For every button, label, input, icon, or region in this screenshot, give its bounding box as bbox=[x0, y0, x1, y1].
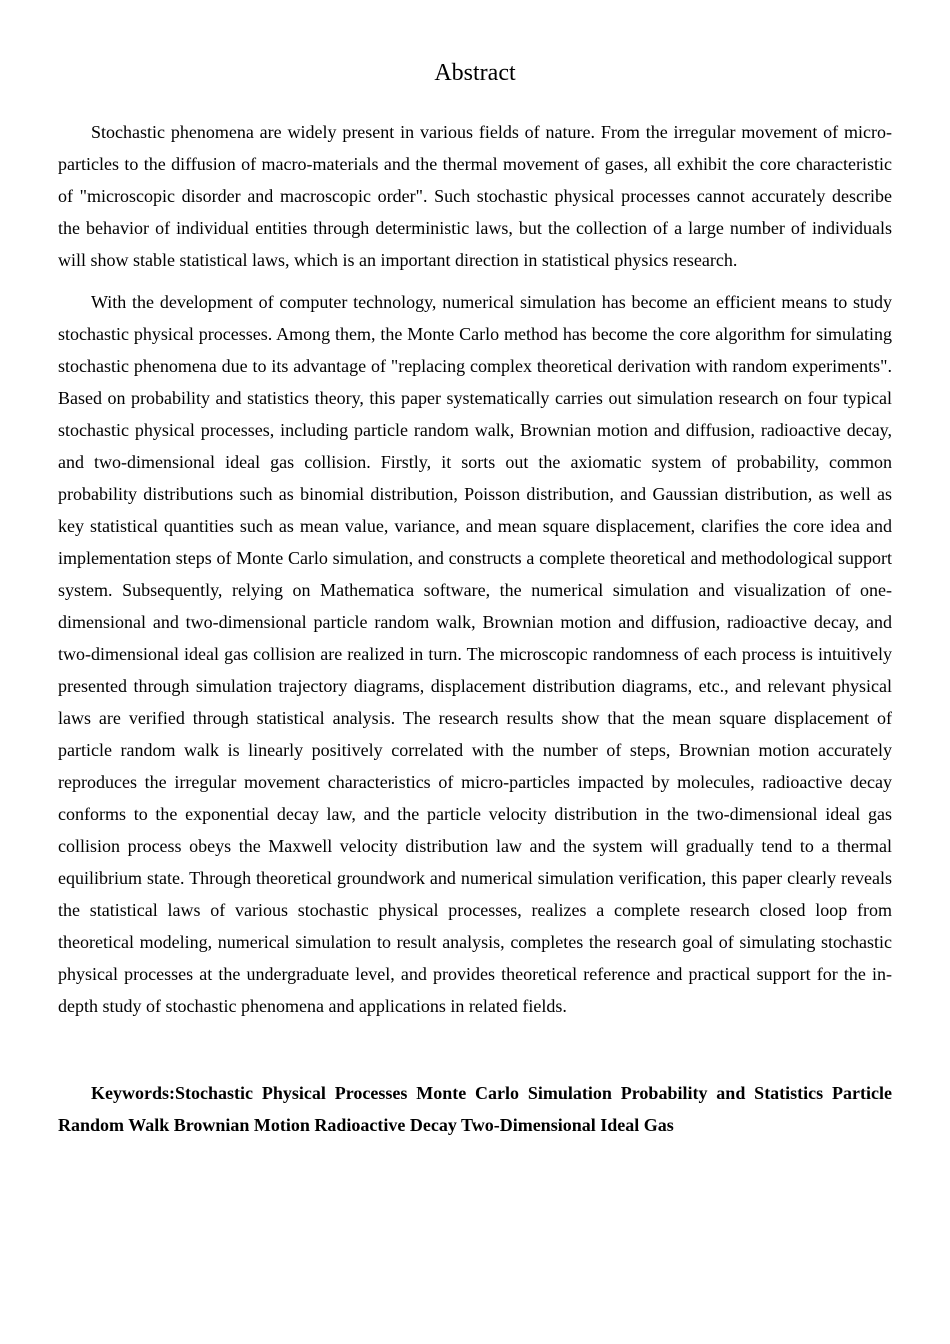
abstract-title: Abstract bbox=[434, 60, 516, 86]
keywords-line: Keywords:Stochastic Physical Processes Monte Carlo Simulation Probability and Statistics Particle Random Walk Brownian Motion Radioactive Decay Two-Dimensional Ideal Gas bbox=[58, 1083, 892, 1135]
abstract-paragraph-2: With the development of computer technology, numerical simulation has become an efficient means to study stochastic physical processes. Among them, the Monte Carlo method has become the core algorithm for simulating stochastic phenomena due to its advantage of "replacing complex theoretical derivation with random experiments". Based on probability and statistics theory, this paper systematically carries out simulation research on four typical stochastic physical processes, including particle random walk, Brownian motion and diffusion, radioactive decay, and two-dimensional ideal gas collision. Firstly, it sorts out the axiomatic system of probability, common probability distributions such as binomial distribution, Poisson distribution, and Gaussian distribution, as well as key statistical quantities such as mean value, variance, and mean square displacement, clarifies the core idea and implementation steps of Monte Carlo simulation, and constructs a complete theoretical and methodological support system. Subsequently, relying on Mathematica software, the numerical simulation and visualization of one-dimensional and two-dimensional particle random walk, Brownian motion and diffusion, radioactive decay, and two-dimensional ideal gas collision are realized in turn. The microscopic randomness of each process is intuitively presented through simulation trajectory diagrams, displacement distribution diagrams, etc., and relevant physical laws are verified through statistical analysis. The research results show that the mean square displacement of particle random walk is linearly positively correlated with the number of steps, Brownian motion accurately reproduces the irregular movement characteristics of micro-particles impacted by molecules, radioactive decay conforms to the exponential decay law, and the particle velocity distribution in the two-dimensional ideal gas collision process obeys the Maxwell velocity distribution law and the system will gradually tend to a thermal equilibrium state. Through theoretical groundwork and numerical simulation verification, this paper clearly reveals the statistical laws of various stochastic physical processes, realizes a complete research closed loop from theoretical modeling, numerical simulation to result analysis, completes the research goal of simulating stochastic physical processes at the undergraduate level, and provides theoretical reference and practical support for the in-depth study of stochastic phenomena and applications in related fields. bbox=[58, 292, 892, 1016]
document-page bbox=[58, 0, 892, 1159]
abstract-paragraph-1: Stochastic phenomena are widely present in various fields of nature. From the irregular movement of micro-particles to the diffusion of macro-materials and the thermal movement of gases, all exhibit the core characteristic of "microscopic disorder and macroscopic order". Such stochastic physical processes cannot accurately describe the behavior of individual entities through deterministic laws, but the collection of a large number of individuals will show stable statistical laws, which is an important direction in statistical physics research. bbox=[58, 122, 892, 270]
